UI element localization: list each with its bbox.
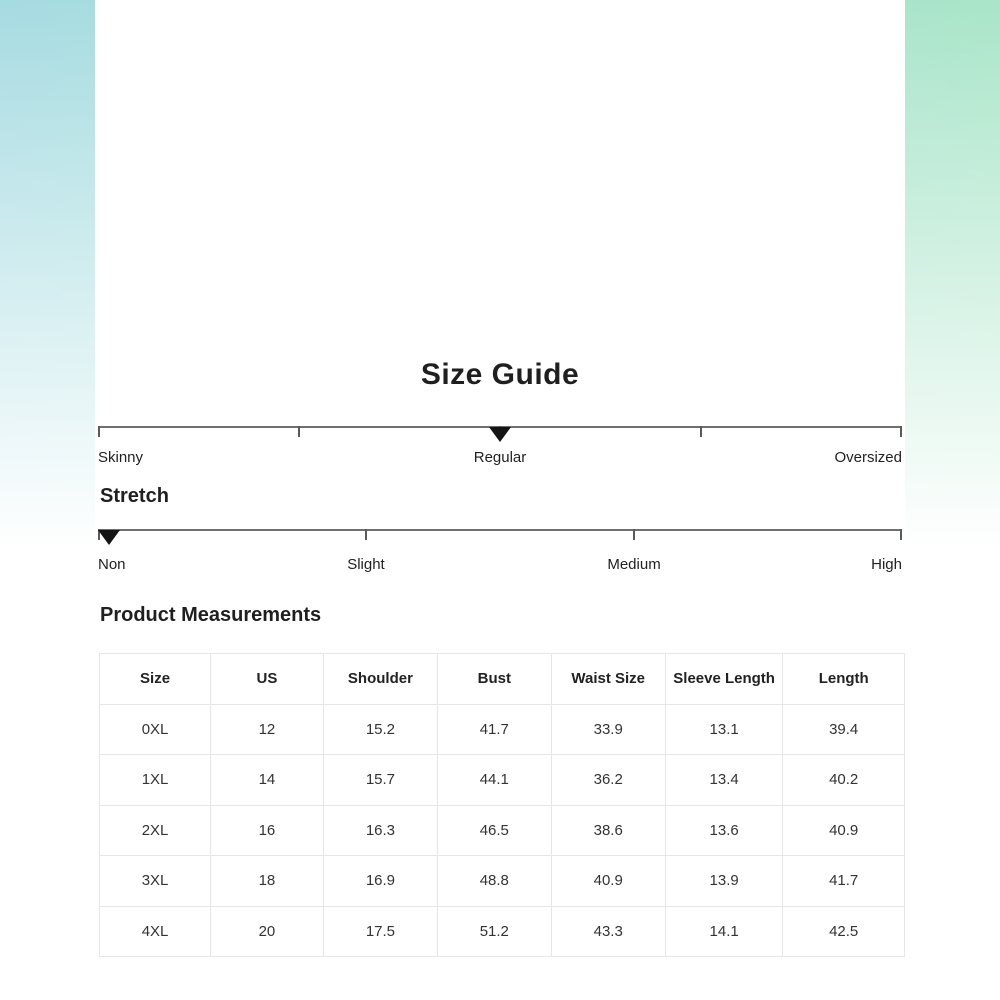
stretch-slider-labels	[98, 556, 902, 574]
table-cell: 12	[211, 704, 324, 755]
table-cell: 40.9	[551, 856, 665, 907]
table-cell: 16.9	[323, 856, 437, 907]
table-cell: 40.9	[783, 805, 905, 856]
stretch-slider-label: High	[871, 556, 902, 573]
page-title: Size Guide	[420, 358, 580, 391]
table-cell: 14.1	[665, 906, 783, 957]
table-cell: 41.7	[438, 704, 552, 755]
table-cell: 43.3	[551, 906, 665, 957]
column-header: Length	[783, 654, 905, 705]
table-cell: 3XL	[100, 856, 211, 907]
table-cell: 41.7	[783, 856, 905, 907]
stretch-slider-tick	[900, 529, 902, 540]
table-cell: 15.2	[323, 704, 437, 755]
fit-scale-slider	[98, 426, 902, 444]
table-cell: 48.8	[438, 856, 552, 907]
table-cell: 0XL	[100, 704, 211, 755]
size-table	[99, 653, 905, 957]
table-cell: 39.4	[783, 704, 905, 755]
table-row	[100, 805, 905, 856]
fit-slider-label: Skinny	[98, 449, 144, 466]
table-cell: 13.1	[665, 704, 783, 755]
fit-slider-label: Oversized	[834, 449, 902, 466]
fit-slider-tick	[700, 426, 702, 437]
table-row	[100, 906, 905, 957]
stretch-slider-tick	[365, 529, 367, 540]
fit-slider-tick	[98, 426, 100, 437]
fit-slider-labels	[98, 449, 902, 467]
fit-slider-label: Regular	[473, 449, 527, 466]
size-guide-card	[95, 0, 905, 1000]
table-cell: 2XL	[100, 805, 211, 856]
table-cell: 40.2	[783, 755, 905, 806]
table-row	[100, 704, 905, 755]
stretch-slider-tick	[633, 529, 635, 540]
stretch-heading: Stretch	[100, 485, 169, 507]
table-cell: 13.4	[665, 755, 783, 806]
table-cell: 13.9	[665, 856, 783, 907]
column-header: Bust	[438, 654, 552, 705]
stretch-scale-slider	[98, 529, 902, 547]
stretch-slider-track	[98, 529, 902, 531]
column-header: Waist Size	[551, 654, 665, 705]
measurements-heading: Product Measurements	[100, 604, 322, 626]
table-cell: 16	[211, 805, 324, 856]
stretch-slider-label: Non	[98, 556, 126, 573]
column-header: Sleeve Length	[665, 654, 783, 705]
table-row	[100, 755, 905, 806]
table-cell: 17.5	[323, 906, 437, 957]
table-cell: 18	[211, 856, 324, 907]
table-cell: 33.9	[551, 704, 665, 755]
table-cell: 36.2	[551, 755, 665, 806]
table-cell: 42.5	[783, 906, 905, 957]
table-cell: 13.6	[665, 805, 783, 856]
table-cell: 15.7	[323, 755, 437, 806]
fit-slider-tick	[298, 426, 300, 437]
stretch-slider-label: Slight	[347, 556, 385, 573]
table-cell: 44.1	[438, 755, 552, 806]
fit-slider-marker-icon	[489, 427, 511, 442]
stretch-slider-marker-icon	[98, 530, 120, 545]
table-cell: 1XL	[100, 755, 211, 806]
table-cell: 16.3	[323, 805, 437, 856]
column-header: US	[211, 654, 324, 705]
stretch-slider-label: Medium	[607, 556, 661, 573]
table-header-row	[100, 654, 905, 705]
column-header: Size	[100, 654, 211, 705]
table-cell: 4XL	[100, 906, 211, 957]
table-cell: 51.2	[438, 906, 552, 957]
fit-slider-tick	[900, 426, 902, 437]
table-cell: 20	[211, 906, 324, 957]
table-cell: 46.5	[438, 805, 552, 856]
table-row	[100, 856, 905, 907]
table-cell: 38.6	[551, 805, 665, 856]
column-header: Shoulder	[323, 654, 437, 705]
table-cell: 14	[211, 755, 324, 806]
